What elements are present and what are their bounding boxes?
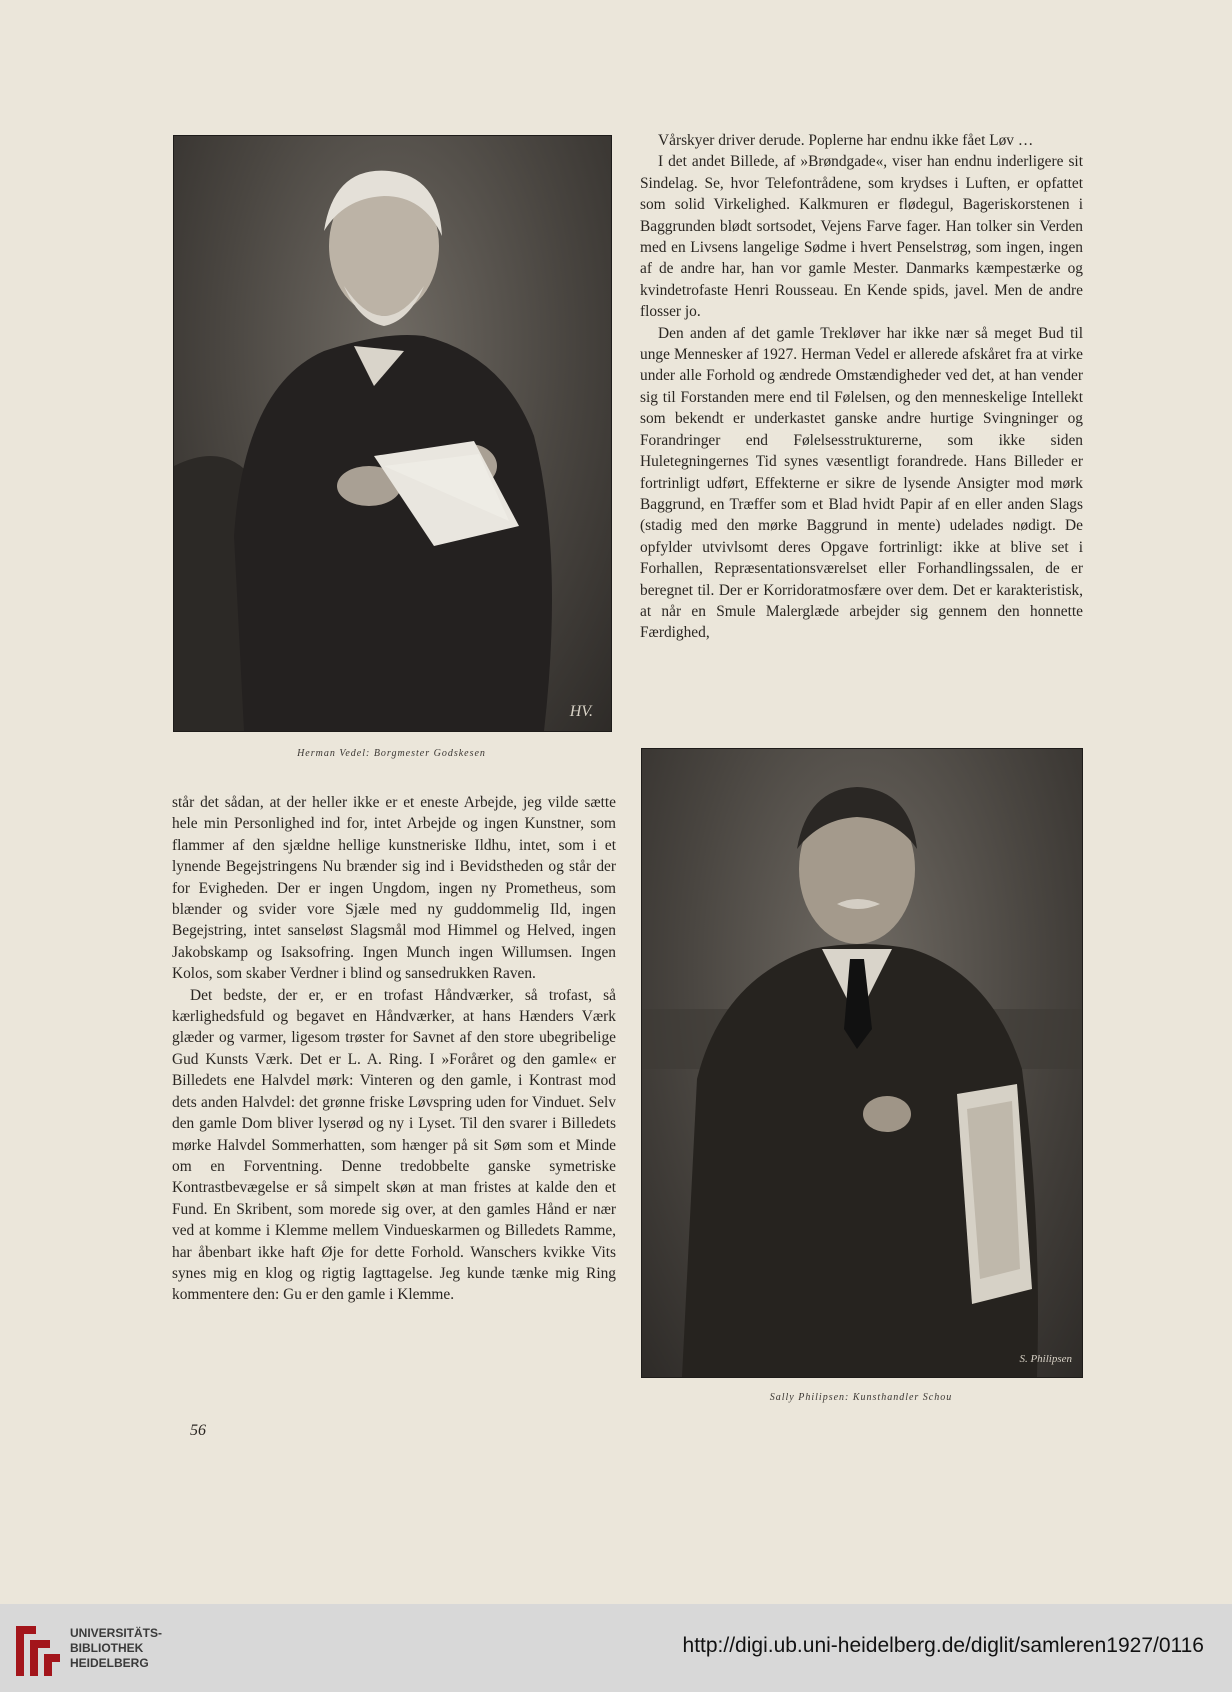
portrait-philipsen-image [641,748,1083,1378]
caption-philipsen: Sally Philipsen: Kunsthandler Schou [769,1392,953,1403]
library-line: UNIVERSITÄTS- [70,1626,163,1640]
paragraph: Den anden af det gamle Trekløver har ikke nær så meget Bud til unge Mennesker af 1927. Herman Vedel er allerede afskåret fra at virke under alle Forhold og ændrede Omstændigheder ved det, at han vender sig til Forstanden mere end til Følelsen, og den menneskelige Intellekt som bekendt er underkastet ganske andre hurtige Svingninger og Forandringer end Følelsesstrukturerne, som ikke siden Huletegningernes Tid synes væsentligt forandrede. Hans Billeder er fortrinligt udført, Effekterne er sikre de lysende Ansigter mod mørk Baggrund, en Træffer som et Blad hvidt Papir af en eller anden Slags (stadig med den mørke Baggrund in mente) udelades nødigt. De opfylder utvivlsomt deres Opgave fortrinligt: ikke at blive set i Forhallen, Repræsentationsværelset eller Forhandlingssalen, de er beregnet til. Der er Korridoratmosfære over dem. Det er karakteristisk, at når en Smule Malerglæde arbejder sig gennem den honnette Færdighed, [640,324,1083,642]
footer-bar [0,1604,1232,1692]
portrait-philipsen-drawing [642,749,1082,1377]
source-url-link[interactable]: http://digi.ub.uni-heidelberg.de/diglit/samleren1927/0116 [682,1634,1204,1657]
paragraph: står det sådan, at der heller ikke er et eneste Arbejde, jeg vilde sætte hele min Personlighed ind for, intet Arbejde og ingen Kunstner, som flammer af den sjældne hellige kunstneriske Ildhu, intet, som i et lynende Begejstringens Nu brænder sig ind i Bevidstheden og står der for Evigheden. Der er ingen Ungdom, ingen ny Prometheus, som blænder og svider vore Sjæle med ny guddommelig Ild, ingen Begejstring, intet sanseløst Slagsmål mod Himmel og Helved, ingen Jakobskamp og Isaksofring. Ingen Munch ingen Willumsen. Ingen Kolos, som skaber Verdner i blind og sansedrukken Raven. [172,794,616,983]
philipsen-signature: S. Philipsen [1019,1353,1072,1365]
text-column-left [172,792,616,1306]
library-name [70,1626,162,1671]
paragraph: I det andet Billede, af »Brøndgade«, viser han endnu inderligere sit Sindelag. Se, hvor Telefontrådene, som krydses i Luften, er opfattet som solid Virkelighed. Kalkmuren er flødegul, Bageriskorstenen i Baggrunden blødt sortsodet, Vejens Farve fager. Han tolker sin Verden med en Livsens langelige Sødme i hvert Penselstrøg, som ingen, ingen af de andre har, han vor gamle Mester. Danmarks kæmpestærke og kvindetrofaste Henri Rousseau. En Kende spids, javel. Men de andre flosser jo. [640,153,1083,321]
page-number: 56 [190,1422,206,1439]
vedel-signature: HV. [569,703,593,720]
library-line: HEIDELBERG [70,1656,149,1670]
library-logo-icon [12,1622,64,1680]
caption-vedel: Herman Vedel: Borgmester Godskesen [297,748,486,759]
paragraph: Vårskyer driver derude. Poplerne har endnu ikke fået Løv … [658,132,1034,149]
portrait-vedel-drawing [174,136,611,731]
portrait-vedel-image [173,135,612,732]
paragraph: Det bedste, der er, er en trofast Håndværker, så trofast, så kærlighedsfuld og begavet en Håndværker, at hans Hænders Værk glæder og varmer, ligesom trøster for Savnet af den store ubegribelige Gud Kunsts Værk. Det er L. A. Ring. I »Foråret og den gamle« er Billedets ene Halvdel mørk: Vinteren og den gamle, i Kontrast mod dets anden Halvdel: det grønne friske Løvspring uden for Vinduet. Selv den gamle Dom bliver lyserød og ny i Lyset. Til den svarer i Billedets mørke Halvdel Sommerhatten, som hænger på sit Søm som et Minde om en Forventning. Denne tredobbelte ganske symetriske Kontrastbevægelse er så simpelt skøn at man fristes at kalde den et Fund. En Skribent, som morede sig over, at den gamles Hånd er nær ved at komme i Klemme mellem Vindueskarmen og Billedets Ramme, har åbenbart ikke haft Øje for dette Forhold. Wanschers kvikke Vits synes mig en klog og rigtig Iagttagelse. Jeg kunde tænke mig Ring kommentere den: Gu er den gamle i Klemme. [172,986,616,1304]
library-line: BIBLIOTHEK [70,1641,144,1655]
text-column-right [640,130,1083,644]
